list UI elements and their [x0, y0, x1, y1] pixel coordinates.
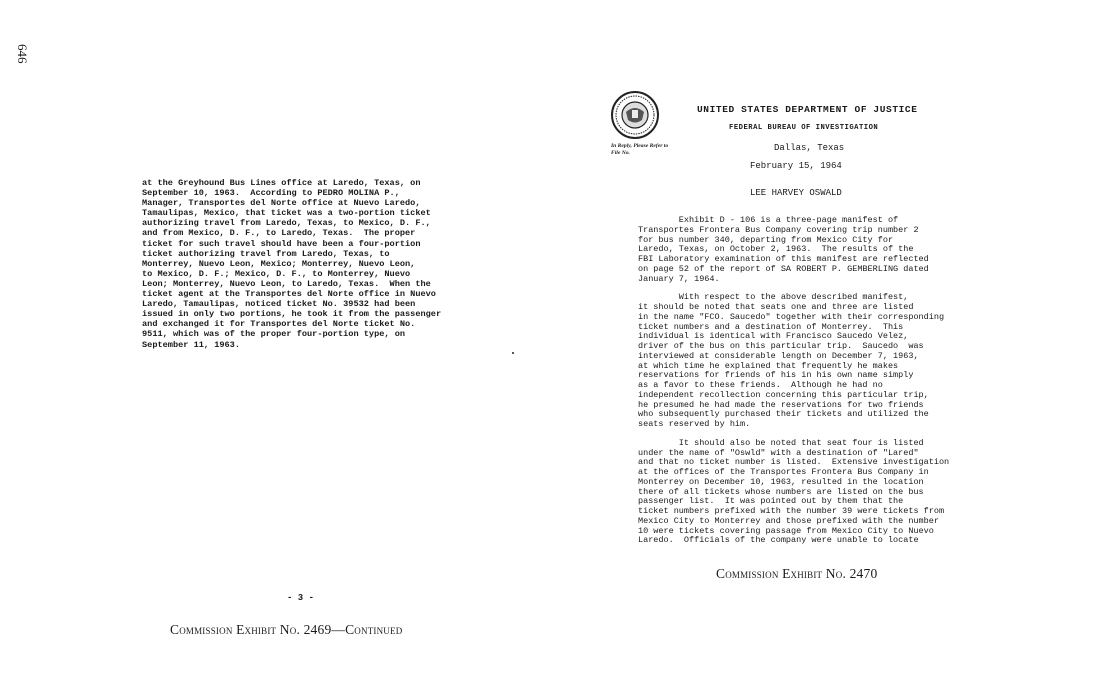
text-line: January 7, 1964. [638, 273, 720, 284]
text-line: it should be noted that seats one and three are listed [638, 302, 914, 312]
text-line: 9511, which was of the proper four-portion type, on [142, 329, 406, 340]
text-line: Laredo, Texas, on October 2, 1963. The results of the [638, 244, 914, 255]
text-line: and exchanged it for Transportes del Norte ticket No. [142, 319, 416, 330]
department-title: UNITED STATES DEPARTMENT OF JUSTICE [697, 104, 918, 115]
text-line: Monterrey on December 10, 1963, resulted in the location [638, 476, 924, 487]
text-line: September 10, 1963. According to PEDRO MOLINA P., [142, 188, 400, 199]
paragraph [638, 439, 998, 546]
text-line: on page 52 of the report of SA ROBERT P. GEMBERLING dated [638, 263, 929, 274]
reply-note-line: In Reply, Please Refer to [611, 143, 669, 149]
text-line: Leon; Monterrey, Nuevo Leon, to Laredo, Texas. When the [142, 278, 431, 289]
text-line: ticket agent at the Transportes del Norte office in Nuevo [142, 289, 436, 300]
text-line: at the Greyhound Bus Lines office at Laredo, Texas, on [142, 178, 421, 188]
text-line: Monterrey, Nuevo Leon, Mexico; Monterrey, Nuevo Leon, [142, 258, 416, 269]
text-line: Manager, Transportes del Norte office at Nuevo Laredo, [142, 198, 421, 209]
text-line: driver of the bus on this particular trip. Saucedo was [638, 341, 924, 351]
left-page-body [142, 178, 502, 350]
scan-speck [512, 352, 514, 354]
text-line: authorizing travel from Laredo, Texas, to Mexico, D. F., [142, 218, 431, 229]
text-line: Transportes Frontera Bus Company covering trip number 2 [638, 224, 919, 235]
text-line: there of all tickets whose numbers are listed on the bus [638, 486, 924, 497]
letter-city: Dallas, Texas [774, 143, 845, 153]
reply-note-line: File No. [611, 150, 630, 156]
reply-reference-note [611, 143, 668, 157]
text-line: for bus number 340, departing from Mexico City for [638, 234, 894, 245]
paragraph [638, 293, 998, 430]
text-line: passenger list. It was pointed out by them that the [638, 496, 904, 507]
text-line: Laredo, Tamaulipas, noticed ticket No. 39532 had been [142, 299, 416, 310]
text-line: and that no ticket number is listed. Extensive investigation [638, 457, 950, 468]
text-line: 10 were tickets covering passage from Mexico City to Nuevo [638, 525, 934, 536]
bureau-title: FEDERAL BUREAU OF INVESTIGATION [729, 124, 879, 132]
text-line: ticket for such travel should have been a four-portion [142, 238, 421, 249]
text-line: he presumed he had made the reservations for two friends [638, 399, 924, 410]
left-exhibit-caption: Commission Exhibit No. 2469—Continued [170, 622, 403, 637]
text-line: who subsequently purchased their tickets and utilized the [638, 409, 929, 420]
text-line: and from Mexico, D. F., to Laredo, Texas. The proper [142, 228, 416, 239]
paragraph [638, 216, 998, 284]
text-line: Tamaulipas, Mexico, that ticket was a two-portion ticket [142, 208, 431, 219]
text-line: individual is identical with Francisco Saucedo Velez, [638, 331, 909, 342]
text-line: Exhibit D - 106 is a three-page manifest of [638, 215, 899, 225]
text-line: reservations for friends of his in his own name simply [638, 370, 914, 381]
page-number: 646 [15, 44, 30, 64]
text-line: issued in only two portions, he took it from the passenger [142, 309, 442, 320]
text-line: under the name of "Oswld" with a destination of "Lared" [638, 447, 919, 458]
text-line: in the name "FCO. Saucedo" together with their corresponding [638, 311, 945, 322]
text-line: FBI Laboratory examination of this manifest are reflected [638, 254, 929, 264]
right-exhibit-caption: Commission Exhibit No. 2470 [716, 566, 878, 581]
text-line: Laredo. Officials of the company were unable to locate [638, 535, 919, 546]
text-line: ticket authorizing travel from Laredo, Texas, to [142, 248, 390, 259]
text-line: ticket numbers prefixed with the number 39 were tickets from [638, 506, 945, 516]
text-line: Mexico City to Monterrey and those prefixed with the number [638, 515, 939, 526]
text-line: ticket numbers and a destination of Monterrey. This [638, 321, 904, 332]
text-line: interviewed at considerable length on December 7, 1963, [638, 350, 919, 361]
text-line: It should also be noted that seat four is listed [638, 437, 924, 448]
letter-date: February 15, 1964 [750, 161, 842, 171]
text-line: independent recollection concerning this particular trip, [638, 389, 929, 400]
text-line: to Mexico, D. F.; Mexico, D. F., to Monterrey, Nuevo [142, 268, 411, 279]
text-line: at the offices of the Transportes Frontera Bus Company in [638, 467, 929, 477]
left-page-marker: - 3 - [287, 593, 315, 603]
text-line: September 11, 1963. [142, 339, 240, 350]
justice-department-seal-icon [610, 90, 660, 140]
right-page-body [638, 216, 998, 555]
text-line: With respect to the above described manifest, [638, 292, 909, 303]
letter-subject: LEE HARVEY OSWALD [750, 188, 842, 198]
text-line: seats reserved by him. [638, 419, 751, 429]
text-line: at which time he explained that frequently he makes [638, 360, 899, 371]
text-line: as a favor to these friends. Although he had no [638, 380, 883, 390]
